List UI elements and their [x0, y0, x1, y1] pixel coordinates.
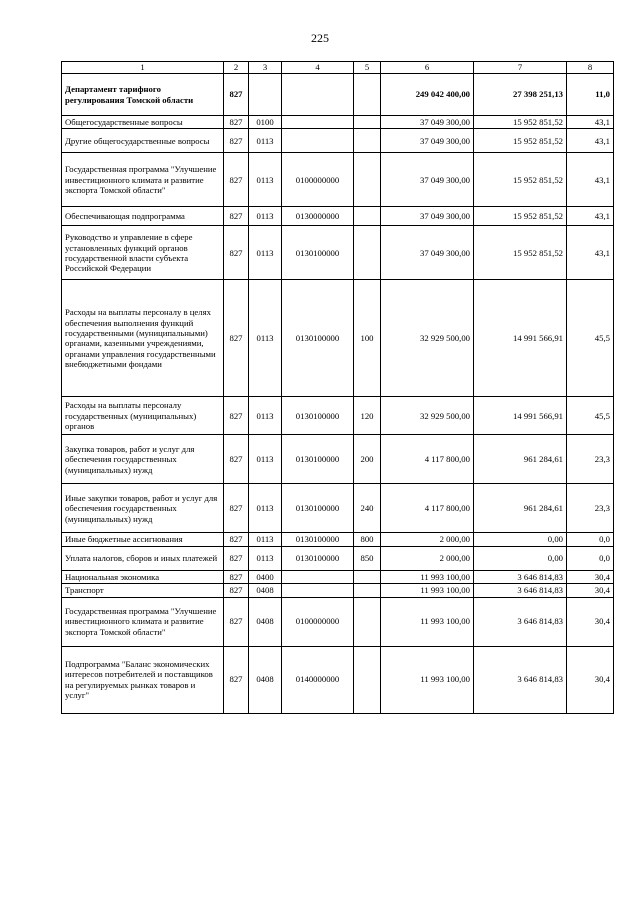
admin-code: 827: [224, 74, 249, 116]
executed-amount: 15 952 851,52: [474, 153, 567, 207]
executed-amount: 15 952 851,52: [474, 207, 567, 226]
admin-code: 827: [224, 435, 249, 484]
table-row: [62, 533, 614, 546]
target-article: 0130100000: [282, 484, 354, 533]
planned-amount: 11 993 100,00: [381, 597, 474, 646]
executed-amount: 14 991 566,91: [474, 397, 567, 435]
row-name: Расходы на выплаты персоналу в целях обеспечения выполнения функций государственными (муниципальными) органами, казенными учреждениями, органами управления государственными внебюджетными фондами: [62, 280, 224, 397]
planned-amount: 2 000,00: [381, 546, 474, 570]
section-code: 0100: [249, 116, 282, 129]
admin-code: 827: [224, 646, 249, 713]
expense-type: [354, 570, 381, 583]
admin-code: 827: [224, 533, 249, 546]
section-code: 0113: [249, 129, 282, 153]
execution-percent: 30,4: [567, 646, 614, 713]
section-code: 0408: [249, 597, 282, 646]
planned-amount: 4 117 800,00: [381, 484, 474, 533]
executed-amount: 3 646 814,83: [474, 597, 567, 646]
section-code: 0408: [249, 646, 282, 713]
target-article: 0130100000: [282, 533, 354, 546]
expense-type: [354, 597, 381, 646]
table-row: [62, 129, 614, 153]
target-article: [282, 129, 354, 153]
planned-amount: 11 993 100,00: [381, 570, 474, 583]
planned-amount: 37 049 300,00: [381, 116, 474, 129]
row-name: Уплата налогов, сборов и иных платежей: [62, 546, 224, 570]
section-code: 0400: [249, 570, 282, 583]
section-code: 0113: [249, 546, 282, 570]
section-code: 0113: [249, 226, 282, 280]
executed-amount: 15 952 851,52: [474, 116, 567, 129]
expense-type: [354, 116, 381, 129]
table-row: [62, 226, 614, 280]
row-name: Другие общегосударственные вопросы: [62, 129, 224, 153]
admin-code: 827: [224, 397, 249, 435]
table-row: [62, 584, 614, 597]
header-cell: 3: [249, 62, 282, 74]
execution-percent: 43,1: [567, 153, 614, 207]
execution-percent: 23,3: [567, 435, 614, 484]
expense-type: [354, 584, 381, 597]
target-article: [282, 584, 354, 597]
planned-amount: 37 049 300,00: [381, 129, 474, 153]
row-name: Государственная программа "Улучшение инвестиционного климата и развитие экспорта Томской области": [62, 153, 224, 207]
section-code: 0113: [249, 484, 282, 533]
section-code: 0408: [249, 584, 282, 597]
table-row: [62, 207, 614, 226]
header-cell: 2: [224, 62, 249, 74]
executed-amount: 15 952 851,52: [474, 129, 567, 153]
section-code: 0113: [249, 397, 282, 435]
execution-percent: 30,4: [567, 597, 614, 646]
row-name: Национальная экономика: [62, 570, 224, 583]
executed-amount: 14 991 566,91: [474, 280, 567, 397]
row-name: Государственная программа "Улучшение инвестиционного климата и развитие экспорта Томской области": [62, 597, 224, 646]
row-name: Общегосударственные вопросы: [62, 116, 224, 129]
planned-amount: 37 049 300,00: [381, 207, 474, 226]
admin-code: 827: [224, 570, 249, 583]
executed-amount: 15 952 851,52: [474, 226, 567, 280]
section-code: [249, 74, 282, 116]
planned-amount: 32 929 500,00: [381, 280, 474, 397]
execution-percent: 0,0: [567, 533, 614, 546]
executed-amount: 961 284,61: [474, 435, 567, 484]
header-cell: 1: [62, 62, 224, 74]
target-article: 0130100000: [282, 435, 354, 484]
execution-percent: 0,0: [567, 546, 614, 570]
expense-type: [354, 153, 381, 207]
target-article: 0130100000: [282, 546, 354, 570]
execution-percent: 23,3: [567, 484, 614, 533]
target-article: [282, 116, 354, 129]
row-name: Иные закупки товаров, работ и услуг для обеспечения государственных (муниципальных) нужд: [62, 484, 224, 533]
table-row: [62, 484, 614, 533]
execution-percent: 30,4: [567, 570, 614, 583]
row-name: Подпрограмма "Баланс экономических интересов потребителей и поставщиков на регулируемых рынках товаров и услуг": [62, 646, 224, 713]
expense-type: [354, 129, 381, 153]
expense-type: [354, 646, 381, 713]
section-code: 0113: [249, 533, 282, 546]
planned-amount: 2 000,00: [381, 533, 474, 546]
table-row: [62, 280, 614, 397]
planned-amount: 249 042 400,00: [381, 74, 474, 116]
budget-table: [61, 61, 614, 714]
section-code: 0113: [249, 435, 282, 484]
execution-percent: 43,1: [567, 116, 614, 129]
row-name: Обеспечивающая подпрограмма: [62, 207, 224, 226]
execution-percent: 43,1: [567, 207, 614, 226]
planned-amount: 4 117 800,00: [381, 435, 474, 484]
admin-code: 827: [224, 226, 249, 280]
execution-percent: 45,5: [567, 397, 614, 435]
target-article: 0130100000: [282, 397, 354, 435]
executed-amount: 0,00: [474, 533, 567, 546]
page-number: 225: [311, 31, 329, 45]
executed-amount: 27 398 251,13: [474, 74, 567, 116]
target-article: 0100000000: [282, 597, 354, 646]
planned-amount: 11 993 100,00: [381, 584, 474, 597]
planned-amount: 32 929 500,00: [381, 397, 474, 435]
expense-type: 850: [354, 546, 381, 570]
row-name: Транспорт: [62, 584, 224, 597]
expense-type: [354, 207, 381, 226]
target-article: [282, 74, 354, 116]
expense-type: 100: [354, 280, 381, 397]
expense-type: 240: [354, 484, 381, 533]
section-code: 0113: [249, 153, 282, 207]
expense-type: [354, 226, 381, 280]
executed-amount: 961 284,61: [474, 484, 567, 533]
header-cell: 6: [381, 62, 474, 74]
table-row: [62, 397, 614, 435]
header-cell: 7: [474, 62, 567, 74]
admin-code: 827: [224, 484, 249, 533]
section-code: 0113: [249, 280, 282, 397]
expense-type: 200: [354, 435, 381, 484]
table-row: [62, 74, 614, 116]
table-row: [62, 116, 614, 129]
target-article: 0140000000: [282, 646, 354, 713]
admin-code: 827: [224, 116, 249, 129]
row-name: Иные бюджетные ассигнования: [62, 533, 224, 546]
table-row: [62, 435, 614, 484]
planned-amount: 11 993 100,00: [381, 646, 474, 713]
expense-type: [354, 74, 381, 116]
table-row: [62, 597, 614, 646]
expense-type: 800: [354, 533, 381, 546]
execution-percent: 45,5: [567, 280, 614, 397]
admin-code: 827: [224, 546, 249, 570]
target-article: 0130000000: [282, 207, 354, 226]
planned-amount: 37 049 300,00: [381, 226, 474, 280]
header-row: [62, 62, 614, 74]
expense-type: 120: [354, 397, 381, 435]
table-row: [62, 570, 614, 583]
admin-code: 827: [224, 280, 249, 397]
executed-amount: 0,00: [474, 546, 567, 570]
section-code: 0113: [249, 207, 282, 226]
table-row: [62, 646, 614, 713]
row-name: Закупка товаров, работ и услуг для обеспечения государственных (муниципальных) нужд: [62, 435, 224, 484]
header-cell: 4: [282, 62, 354, 74]
header-cell: 8: [567, 62, 614, 74]
execution-percent: 43,1: [567, 129, 614, 153]
execution-percent: 30,4: [567, 584, 614, 597]
admin-code: 827: [224, 207, 249, 226]
admin-code: 827: [224, 129, 249, 153]
target-article: [282, 570, 354, 583]
admin-code: 827: [224, 153, 249, 207]
planned-amount: 37 049 300,00: [381, 153, 474, 207]
admin-code: 827: [224, 584, 249, 597]
admin-code: 827: [224, 597, 249, 646]
execution-percent: 11,0: [567, 74, 614, 116]
executed-amount: 3 646 814,83: [474, 646, 567, 713]
row-name: Департамент тарифного регулирования Томской области: [62, 74, 224, 116]
execution-percent: 43,1: [567, 226, 614, 280]
target-article: 0130100000: [282, 226, 354, 280]
table-row: [62, 153, 614, 207]
executed-amount: 3 646 814,83: [474, 584, 567, 597]
target-article: 0100000000: [282, 153, 354, 207]
row-name: Руководство и управление в сфере установленных функций органов государственной власти субъекта Российской Федерации: [62, 226, 224, 280]
table-row: [62, 546, 614, 570]
target-article: 0130100000: [282, 280, 354, 397]
row-name: Расходы на выплаты персоналу государственных (муниципальных) органов: [62, 397, 224, 435]
header-cell: 5: [354, 62, 381, 74]
executed-amount: 3 646 814,83: [474, 570, 567, 583]
